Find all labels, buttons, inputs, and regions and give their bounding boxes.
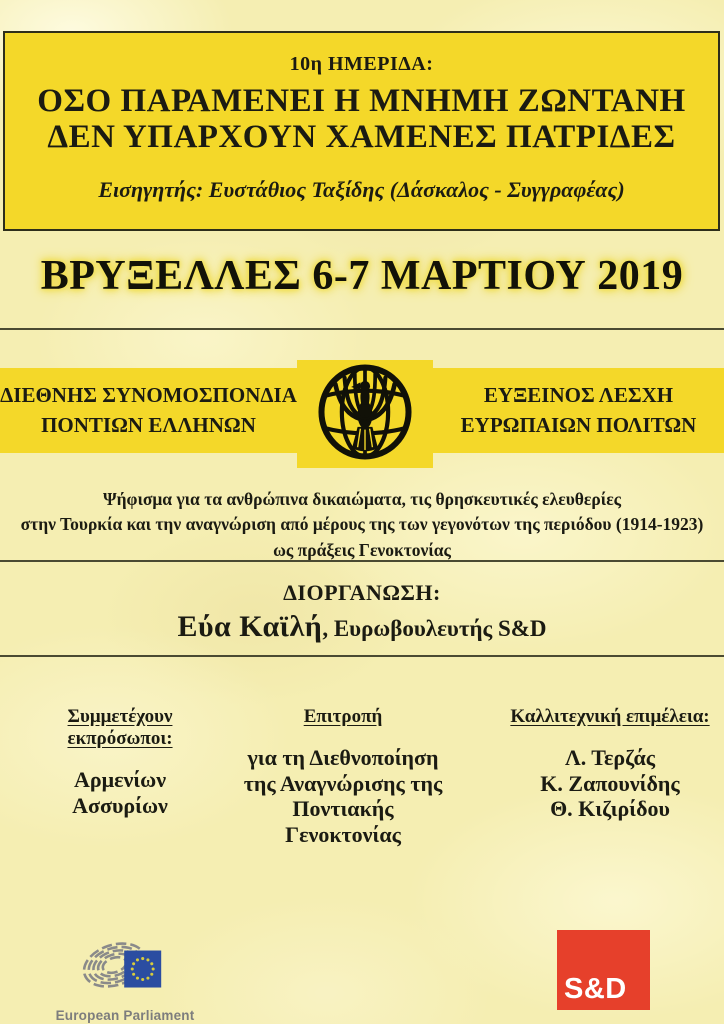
column-committee	[238, 706, 448, 848]
resolution-line1: Ψήφισμα για τα ανθρώπινα δικαιώματα, τις θρησκευτικές ελευθερίες	[102, 489, 622, 509]
european-parliament-hemicycle-icon	[60, 989, 190, 1006]
organizer-name: Εύα Καϊλή	[177, 610, 323, 643]
organizer-line	[0, 610, 724, 644]
speaker-line: Εισηγητής: Ευστάθιος Ταξίδης (Δάσκαλος - Συγγραφέας)	[98, 176, 625, 202]
column-artistic-header: Καλλιτεχνική επιμέλεια:	[510, 706, 710, 727]
organization-left-line1: ΔΙΕΘΝΗΣ ΣΥΝΟΜΟΣΠΟΝΔΙΑ	[0, 383, 297, 408]
pontic-phoenix-globe-icon	[302, 362, 428, 467]
column-committee-header: Επιτροπή	[303, 706, 383, 727]
column-committee-line: της Αναγνώρισης της	[243, 770, 443, 796]
event-title	[5, 83, 718, 156]
event-title-line2: ΔΕΝ ΥΠΑΡΧΟΥΝ ΧΑΜΕΝΕΣ ΠΑΤΡΙΔΕΣ	[47, 119, 676, 156]
column-artistic-line: Λ. Τερζάς	[564, 745, 656, 770]
title-box	[3, 31, 720, 231]
divider-middle-lower	[0, 655, 724, 657]
resolution-line3: ως πράξεις Γενοκτονίας	[273, 539, 451, 560]
sd-logo	[557, 930, 650, 1010]
logo-box	[297, 360, 433, 468]
divider-top	[0, 328, 724, 330]
organization-right	[433, 368, 724, 453]
european-parliament-logo	[55, 928, 195, 1023]
column-committee-line: για τη Διεθνοποίηση	[247, 745, 439, 770]
column-artistic	[505, 706, 715, 822]
event-number: 10η ΗΜΕΡΙΔΑ:	[289, 53, 434, 75]
column-participants-line: Ασσυρίων	[72, 792, 168, 818]
resolution-line2: στην Τουρκία και την αναγνώριση από μέρους της των γεγονότων της περιόδου (1914-1923)	[20, 514, 704, 535]
organization-left	[0, 368, 297, 453]
organizer-heading: ΔΙΟΡΓΑΝΩΣΗ:	[283, 580, 441, 605]
column-participants-header: Συμμετέχουν εκπρόσωποι:	[67, 706, 173, 749]
divider-middle-upper	[0, 560, 724, 562]
european-parliament-label: European Parliament	[55, 1008, 195, 1023]
column-committee-line: Ποντιακής Γενοκτονίας	[285, 796, 401, 848]
date-banner: ΒΡΥΞΕΛΛΕΣ 6-7 ΜΑΡΤΙΟΥ 2019	[40, 253, 684, 299]
organizer-block	[0, 580, 724, 644]
organization-right-line1: ΕΥΞΕΙΝΟΣ ΛΕΣΧΗ	[483, 383, 674, 408]
sd-logo-label: S&D	[564, 973, 627, 1005]
eu-flag-stars-icon	[124, 951, 161, 988]
column-participants-line: Αρμενίων	[73, 767, 167, 792]
organization-left-line2: ΠΟΝΤΙΩΝ ΕΛΛΗΝΩΝ	[41, 412, 256, 437]
column-participants	[14, 706, 226, 818]
resolution-text	[0, 487, 724, 563]
column-artistic-line: Θ. Κιζιρίδου	[550, 796, 670, 822]
event-title-line1: ΟΣΟ ΠΑΡΑΜΕΝΕΙ Η ΜΝΗΜΗ ΖΩΝΤΑΝΗ	[37, 83, 686, 119]
organization-right-line2: ΕΥΡΩΠΑΙΩΝ ΠΟΛΙΤΩΝ	[460, 412, 697, 437]
organizer-role: , Ευρωβουλευτής S&D	[322, 616, 547, 641]
column-artistic-line: Κ. Ζαπουνίδης	[540, 770, 680, 796]
